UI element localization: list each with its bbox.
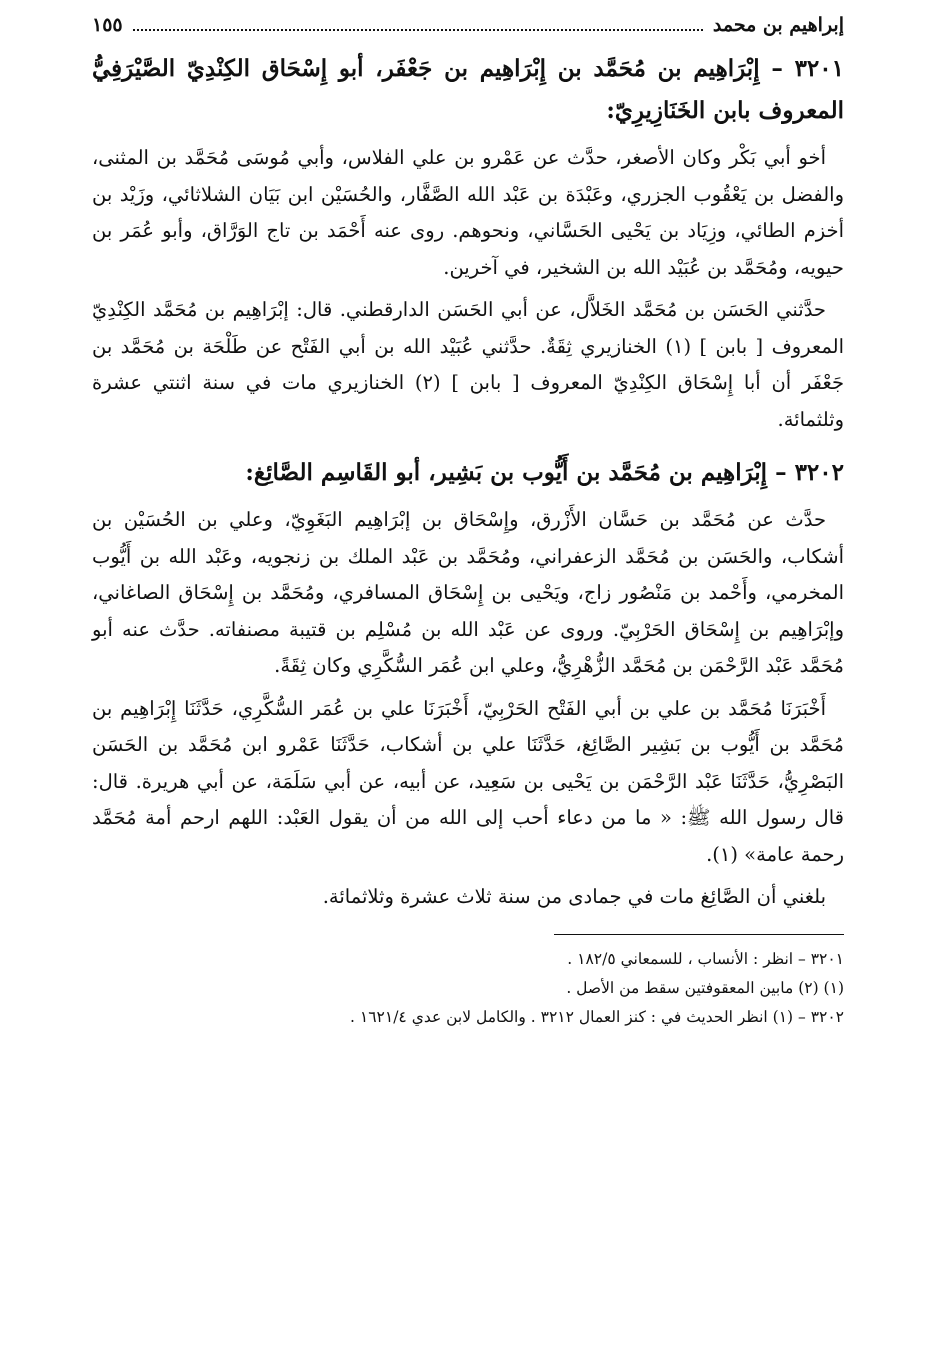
page-number: ١٥٥ [92,14,123,36]
entry-3202-paragraph: بلغني أن الصَّائِغ مات في جمادى من سنة ثلاث عشرة وثلاثمائة. [322,885,826,908]
footnote: (١) (٢) مابين المعقوفتين سقط من الأصل . [566,978,844,997]
leader-dots [133,17,703,31]
entry-3202-paragraph: حدَّث عن مُحَمَّد بن حَسَّان الأَزْرق، وإِسْحَاق بن إبْرَاهِيم البَغَوِيّ، وعلي بن الحُسَيْن بن أشكاب، والحَسَن بن مُحَمَّد الزعفراني، ومُحَمَّد بن عَبْد الملك بن زنجويه، وعَبْد الله بن أَيُّوب المخرمي، وأَحْمد بن مَنْصُور زاج، ويَحْيى بن إِسْحَاق المسافري، ومُحَمَّد بن إِسْحَاق الصاغاني، وإبْرَاهِيم بن إِسْحَاق الحَرْبِيّ. وروى عن عَبْد الله بن مُسْلِم بن قتيبة مصنفاته. حدَّث عنه أبو مُحَمَّد عَبْد الرَّحْمَن بن مُحَمَّد الزُّهْرِيُّ، وعلي ابن عُمَر السُّكَّرِي وكان ثِقَةً. [92,508,844,677]
footnotes [92,945,844,1032]
entry-3202-paragraph: أَخْبَرَنَا مُحَمَّد بن علي بن أبي الفَتْح الحَرْبِيّ، أَخْبَرَنَا علي بن عُمَر السُّكَّرِي، حَدَّثَنَا إِبْرَاهِيم بن مُحَمَّد بن أَيُّوب بن بَشِير الصَّائِغ، حَدَّثَنَا علي بن أشكاب، حَدَّثَنَا عَمْرو ابن مُحَمَّد بن الحَسَن البَصْرِيُّ، حَدَّثَنَا عَبْد الرَّحْمَن بن يَحْيى بن سَعِيد، عن أبيه، عن أبي سَلَمَة، عن أبي هريرة. قال: قال رسول الله ﷺ: « ما من دعاء أحب إلى الله من أن يقول العَبْد: اللهم ارحم أمة مُحَمَّد رحمة عامة» (١). [92,696,844,866]
entry-heading-3202: ٣٢٠٢ – إِبْرَاهِيم بن مُحَمَّد بن أَيُّوب بن بَشِير، أبو القَاسِم الصَّائِغ: [245,459,844,486]
book-page [92,14,844,1032]
running-head [92,14,844,46]
entry-3201-paragraph: أخو أبي بَكْر وكان الأصغر، حدَّث عن عَمْرو بن علي الفلاس، وأبي مُوسَى مُحَمَّد بن المثنى، والفضل بن يَعْقُوب الجزري، وعَبْدَة بن عَبْد الله الصَّفَّار، والحُسَيْن ابن بَيَان الشلاثائي، وزَيْد بن أخزم الطائي، وزِيَاد بن يَحْيى الحَسَّاني، ونحوهم. روى عنه أَحْمَد بن تاج الوَرَّاق، وأبو عُمَر بن حيويه، ومُحَمَّد بن عُبَيْد الله بن الشخير، في آخرين. [92,146,844,279]
entry-heading-3201: ٣٢٠١ – إِبْرَاهِيم بن مُحَمَّد بن إِبْرَاهِيم بن جَعْفَر، أبو إِسْحَاق الكِنْدِيّ الصَّيْرَفِيُّ المعروف بابن الخَنَازِيرِيّ: [92,55,844,124]
footnote: ٣٢٠٢ – (١) انظر الحديث في : كنز العمال ٣٢١٢ . والكامل لابن عدي ١٦٢١/٤ . [350,1007,844,1026]
footnote-divider [554,934,844,935]
footnote: ٣٢٠١ – انظر : الأنساب ، للسمعاني ١٨٢/٥ . [567,949,844,968]
running-head-title: إبراهيم بن محمد [712,14,844,36]
entry-3201-paragraph: حدَّثني الحَسَن بن مُحَمَّد الخَلاَّل، عن أبي الحَسَن الدارقطني. قال: إبْرَاهِيم بن مُحَمَّد الكِنْدِيّ المعروف [ بابن ] (١) الخنازيري ثِقَةٌ. حدَّثني عُبَيْد الله بن أبي الفَتْح عن طَلْحَة بن مُحَمَّد بن جَعْفَر أن أبا إِسْحَاق الكِنْدِيّ المعروف [ بابن ] (٢) الخنازيري مات في سنة اثنتي عشرة وثلثمائة. [92,298,845,431]
